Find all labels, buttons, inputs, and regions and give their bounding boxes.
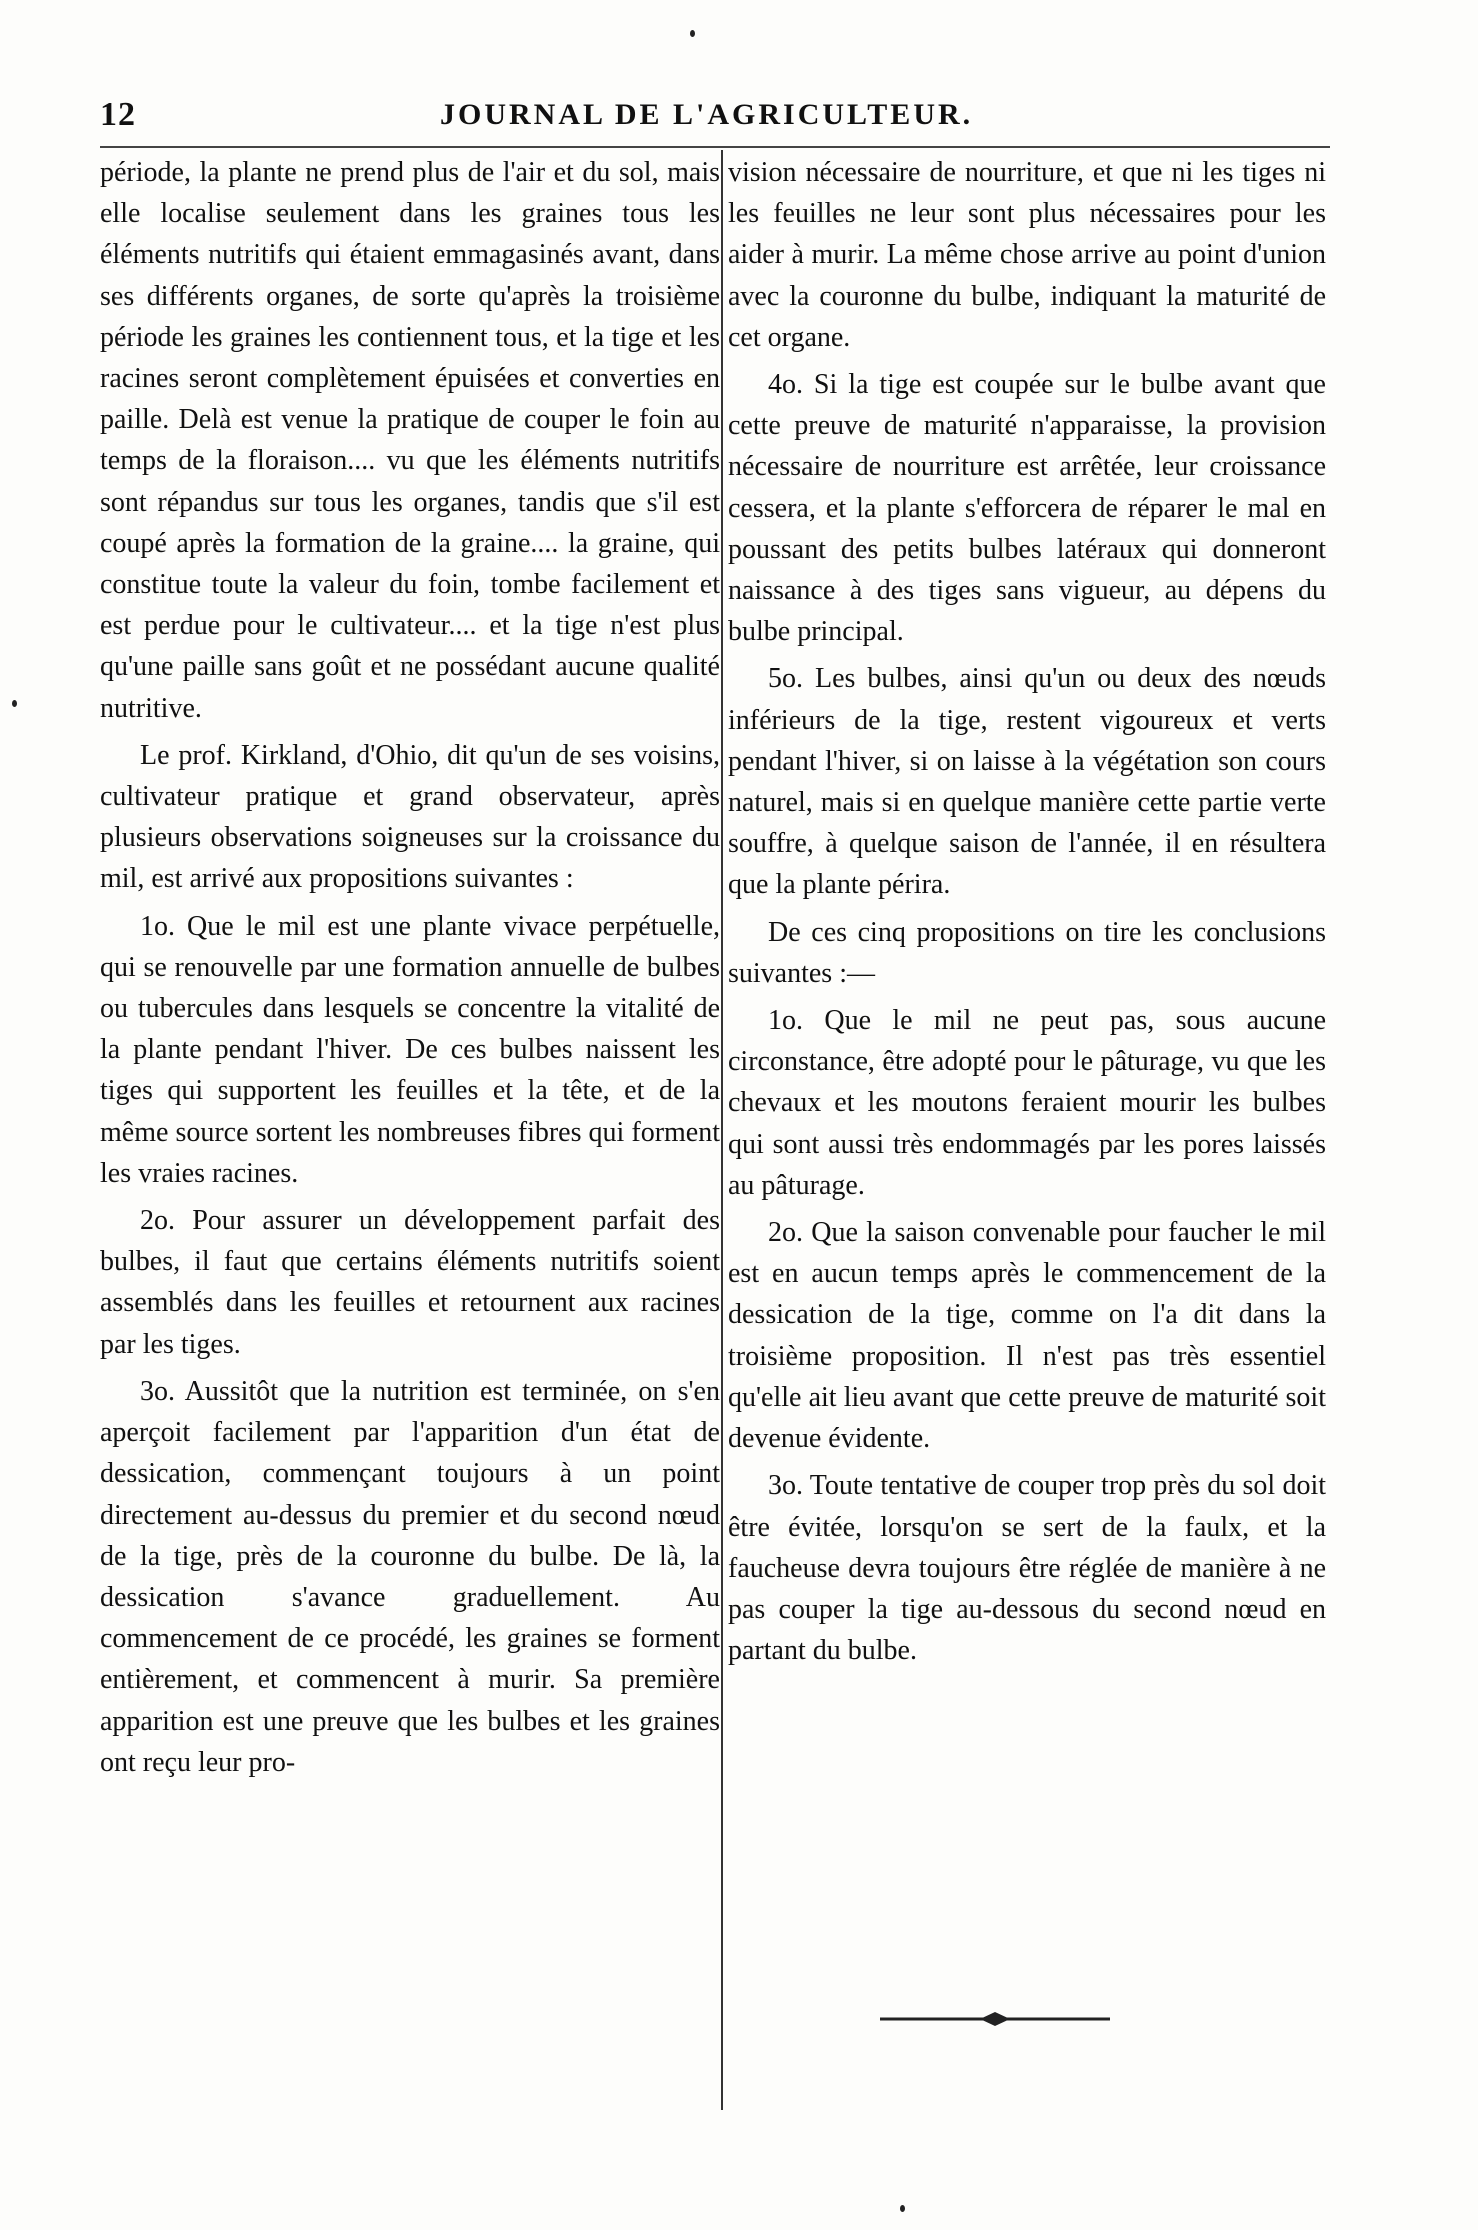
running-head: JOURNAL DE L'AGRICULTEUR. <box>440 98 974 131</box>
paragraph: période, la plante ne prend plus de l'air et du sol, mais elle localise seulement dans les graines tous les éléments nutritifs qui étaient emmagasinés avant, dans ses différents organes, de sorte qu'après la troisième période les graines les contiennent tous, et la tige et les racines seront complètement épuisées et converties en paille. Delà est venue la pratique de couper le foin au temps de la floraison.... vu que les éléments nutritifs sont répandus sur tous les organes, tandis que s'il est coupé après la formation de la graine.... la graine, qui constitue toute la valeur du foin, tombe facilement et est perdue pour le cultivateur.... et la tige n'est plus qu'une paille sans goût et ne possédant aucune qualité nutritive. <box>100 157 720 724</box>
paragraph: 2o. Pour assurer un développement parfait des bulbes, il faut que certains éléments nutritifs soient assemblés dans les feuilles et retournent aux racines par les tiges. <box>100 1205 720 1360</box>
paragraph: 3o. Toute tentative de couper trop près du sol doit être évitée, lorsqu'on se sert de la faulx, et la faucheuse devra toujours être réglée de manière à ne pas couper la tige au-dessous du second nœud en partant du bulbe. <box>728 1470 1326 1667</box>
left-column <box>100 152 720 1789</box>
paragraph: 1o. Que le mil est une plante vivace perpétuelle, qui se renouvelle par une formation annuelle de bulbes ou tubercules dans lesquels se concentre la vitalité de la plante pendant l'hiver. De ces bulbes naissent les tiges qui supportent les feuilles et la tête, et de la même source sortent les nombreuses fibres qui forment les vraies racines. <box>100 910 720 1189</box>
header-rule <box>100 146 1330 148</box>
right-column <box>728 152 1326 1677</box>
print-speck <box>690 30 695 37</box>
print-speck <box>12 700 17 707</box>
paragraph: Le prof. Kirkland, d'Ohio, dit qu'un de ses voisins, cultivateur pratique et grand observateur, après plusieurs observations soigneuses sur la croissance du mil, est arrivé aux propositions suivantes : <box>100 739 720 895</box>
paragraph: 3o. Aussitôt que la nutrition est terminée, on s'en aperçoit facilement par l'apparition d'un état de dessication, commençant toujours à un point directement au-dessus du premier et du second nœud de la tige, près de la couronne du bulbe. De là, la dessication s'avance graduellement. Au commencement de ce procédé, les graines se forment entièrement, et commencent à murir. Sa première apparition est une preuve que les bulbes et les graines ont reçu leur pro- <box>100 1375 720 1778</box>
column-divider <box>721 150 723 2110</box>
paragraph: De ces cinq propositions on tire les conclusions suivantes :— <box>728 916 1326 989</box>
paragraph: 2o. Que la saison convenable pour faucher le mil est en aucun temps après le commencement de la dessication de la tige, comme on l'a dit dans la troisième proposition. Il n'est pas très essentiel qu'elle ait lieu avant que cette preuve de maturité soit devenue évidente. <box>728 1217 1326 1455</box>
print-speck <box>900 2205 905 2212</box>
paragraph: 4o. Si la tige est coupée sur le bulbe avant que cette preuve de maturité n'apparaisse, la provision nécessaire de nourriture est arrêtée, leur croissance cessera, et la plante s'efforcera de réparer le mal en poussant des petits bulbes latéraux qui donneront naissance à des tiges sans vigueur, au dépens du bulbe principal. <box>728 369 1326 648</box>
paragraph: vision nécessaire de nourriture, et que ni les tiges ni les feuilles ne leur sont plus nécessaires pour les aider à murir. La même chose arrive au point d'union avec la couronne du bulbe, indiquant la maturité de cet organe. <box>728 157 1326 353</box>
end-ornament <box>880 2012 1110 2026</box>
page-number: 12 <box>100 96 136 133</box>
paragraph: 1o. Que le mil ne peut pas, sous aucune circonstance, être adopté pour le pâturage, vu que les chevaux et les moutons feraient mourir les bulbes qui sont aussi très endommagés par les pores laissés au pâturage. <box>728 1005 1326 1201</box>
paragraph: 5o. Les bulbes, ainsi qu'un ou deux des nœuds inférieurs de la tige, restent vigoureux et verts pendant l'hiver, si on laisse à la végétation son cours naturel, mais si en quelque manière cette partie verte souffre, à quelque saison de l'année, il en résultera que la plante périra. <box>728 663 1326 901</box>
